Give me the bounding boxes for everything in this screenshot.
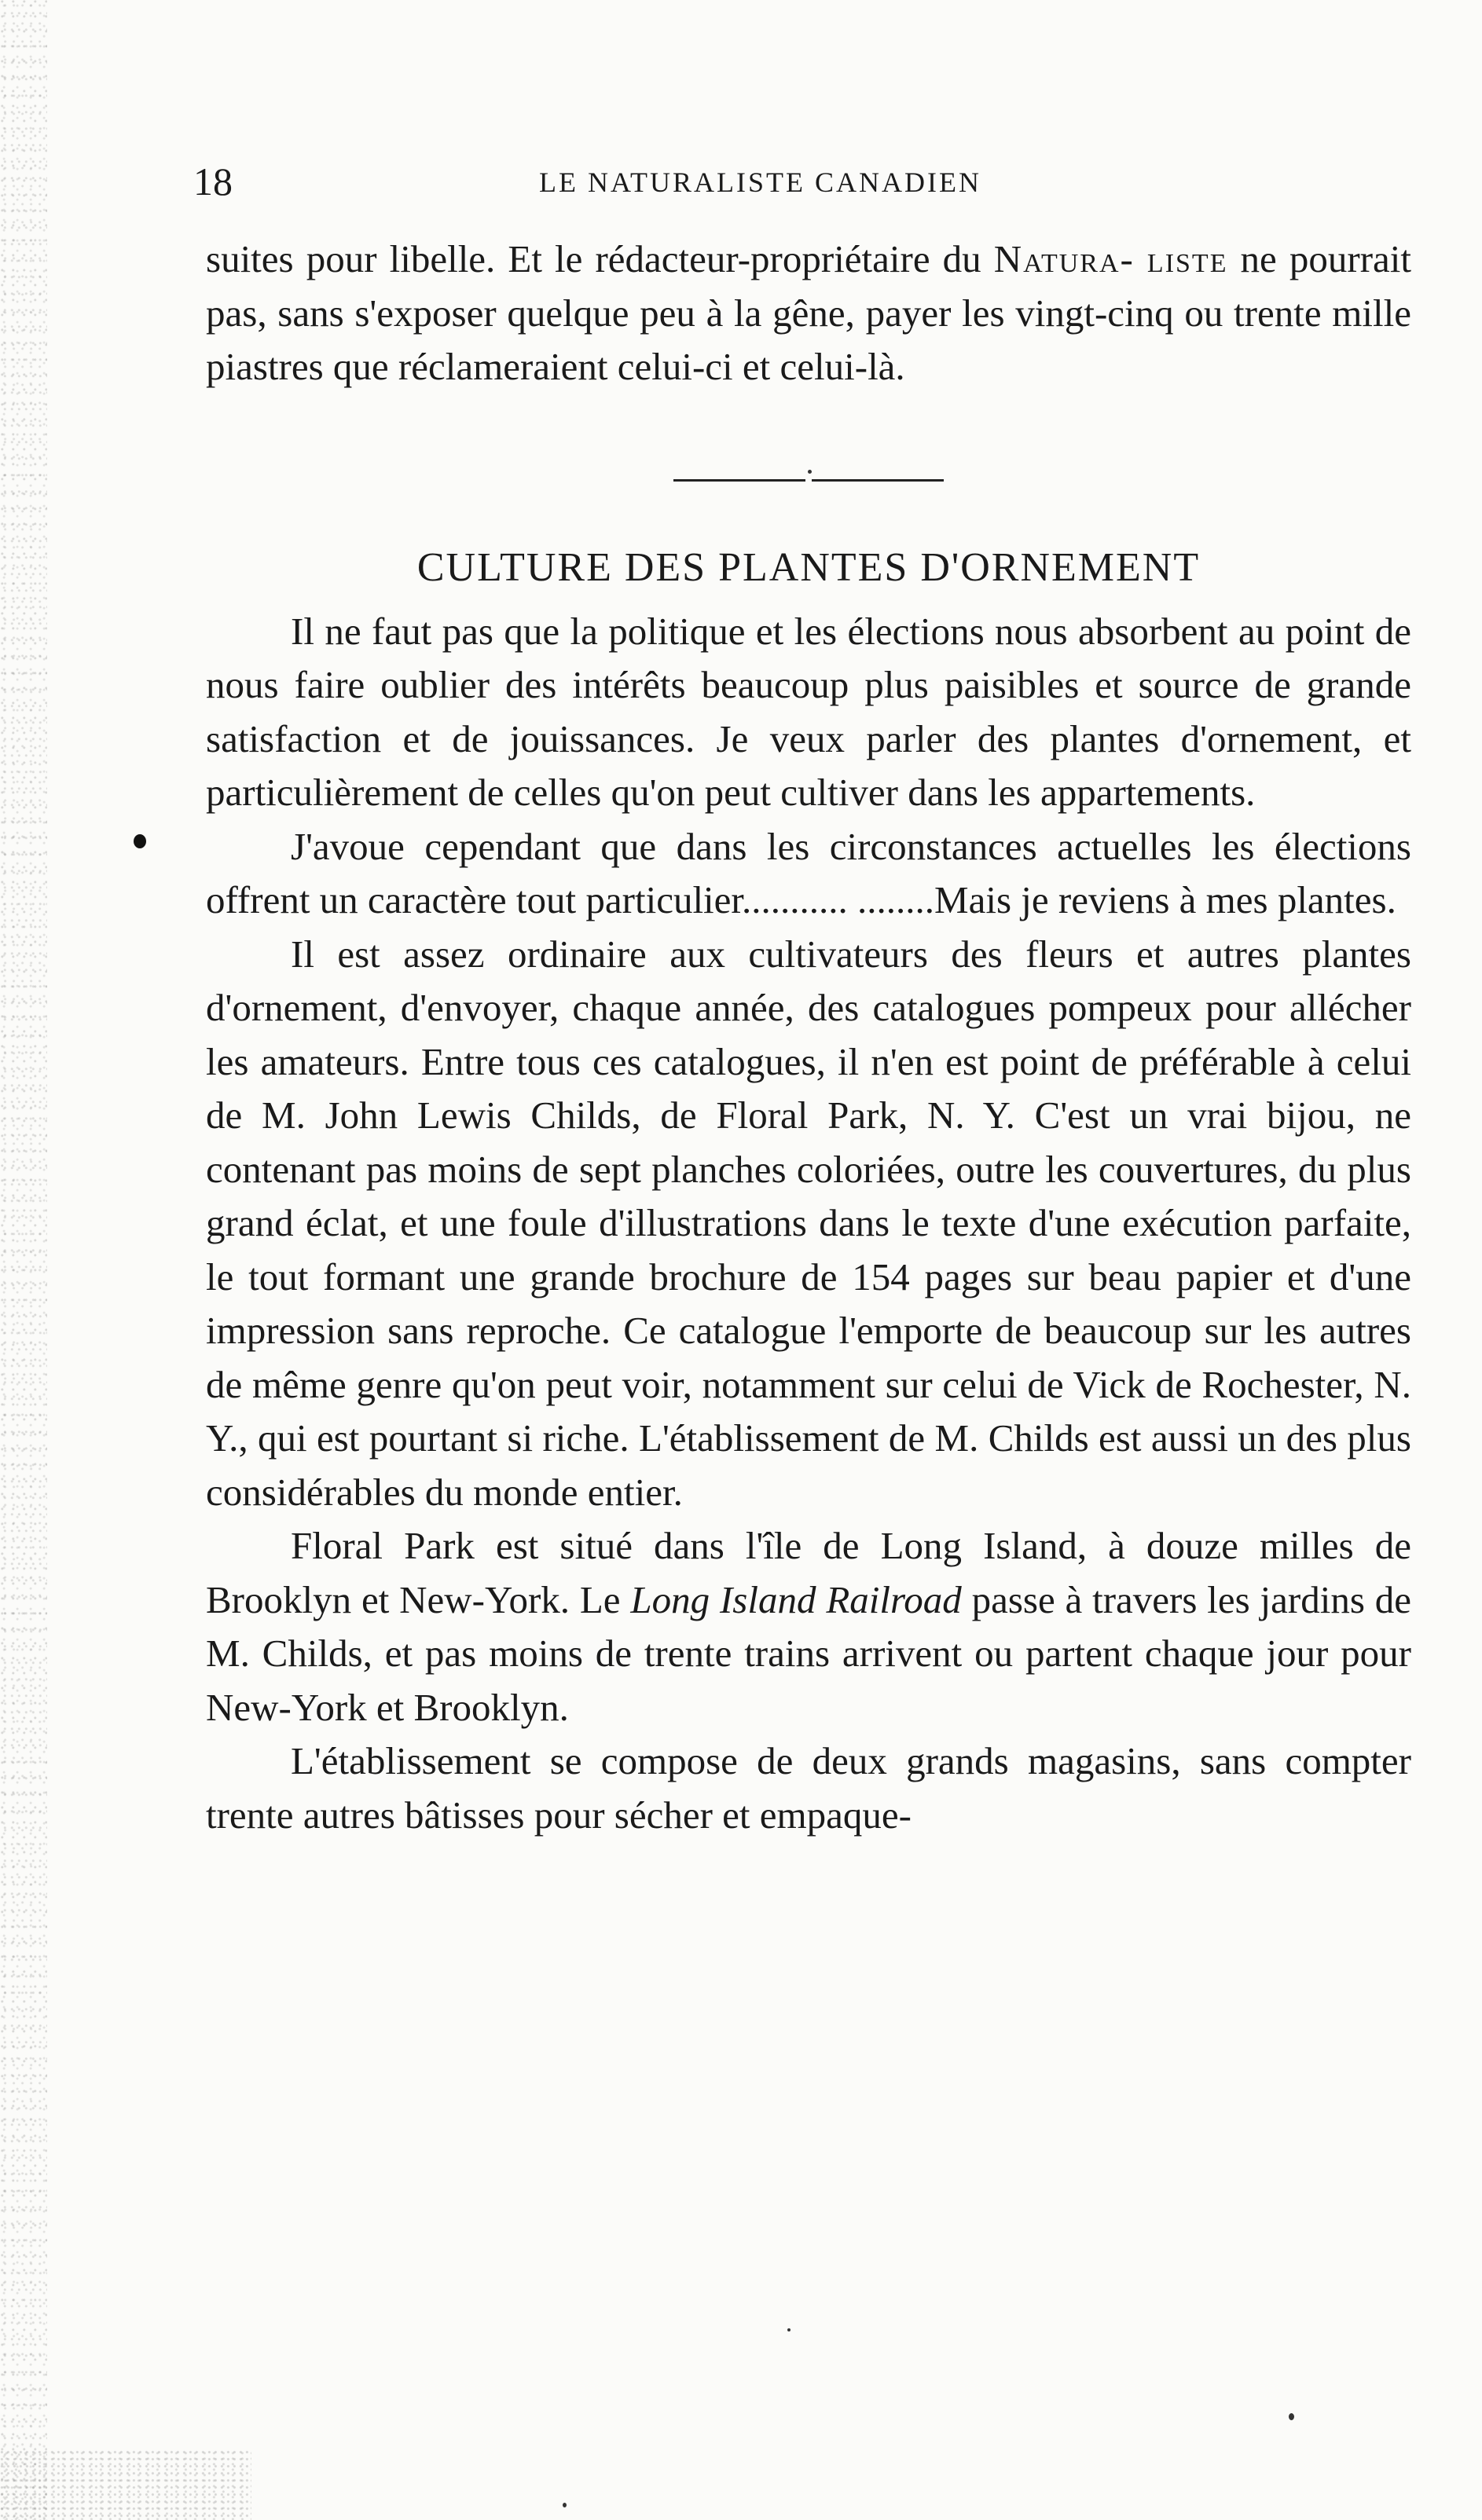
- intro-text-2: ne pourrait pas, sans s'exposer quelque peu à la gêne, payer les vingt-cinq ou trente mille piastres que réclameraient celui-ci et celui-là.: [206, 237, 1412, 388]
- paragraph-4-text-1: Floral Park est situé dans l'île de Long Island, à douze milles de Brooklyn et New-York. Le: [206, 1524, 1411, 1621]
- journal-name-part-2: liste: [1146, 237, 1228, 280]
- page-number: 18: [193, 159, 233, 203]
- intro-text-1: suites pour libelle. Et le rédacteur-propriétaire du: [206, 237, 994, 280]
- paragraph-5: L'établissement se compose de deux grands magasins, sans compter trente autres bâtisses pour sécher et empaque-: [206, 1739, 1411, 1837]
- scan-noise-left-edge: [0, 0, 47, 2520]
- ink-speck: [1289, 2413, 1294, 2420]
- ink-speck: [563, 2503, 567, 2507]
- paragraph-2: J'avoue cependant que dans les circonstances actuelles les élections offrent un caractère tout particulier........... ........Mais je reviens à mes plantes.: [206, 824, 1411, 921]
- paragraph-1: Il ne faut pas que la politique et les élections nous absorbent au point de nous faire oublier des intérêts beaucoup plus paisibles et source de grande satisfaction et de jouissances. Je veux parler des plantes d'ornement, et particulièrement de celles qu'on peut cultiver dans les appartements.: [206, 609, 1411, 814]
- page-header: [193, 154, 1388, 209]
- scan-noise-bottom: [0, 2449, 251, 2520]
- margin-ink-dot: [134, 834, 146, 848]
- paragraph-4-text-2: passe à travers les jardins de M. Childs, et pas moins de trente trains arrivent ou partent chaque jour pour New-York et Brooklyn.: [206, 1577, 1411, 1729]
- paragraph-3: Il est assez ordinaire aux cultivateurs des fleurs et autres plantes d'ornement, d'envoyer, chaque année, des catalogues pompeux pour allécher les amateurs. Entre tous ces catalogues, il n'en est point de préférable à celui de M. John Lewis Childs, de Floral Park, N. Y. C'est un vrai bijou, ne contenant pas moins de sept planches coloriées, outre les couvertures, du plus grand éclat, et une foule d'illustrations dans le texte d'une exécution parfaite, le tout formant une grande brochure de 154 pages sur beau papier et d'une impression sans reproche. Ce catalogue l'emporte de beaucoup sur les autres de même genre qu'on peut voir, notamment sur celui de Vick de Rochester, N. Y., qui est pourtant si riche. L'établissement de M. Childs est aussi un des plus considérables du monde entier.: [206, 932, 1411, 1514]
- body-text: [206, 233, 1411, 1842]
- running-title: LE NATURALISTE CANADIEN: [539, 167, 981, 198]
- journal-name-part-1: Natura-: [993, 237, 1135, 280]
- railroad-name: Long Island Railroad: [630, 1577, 962, 1621]
- section-divider: [206, 479, 1411, 482]
- paragraph-4: [206, 1519, 1411, 1734]
- intro-paragraph: [206, 233, 1411, 394]
- ink-speck: [787, 2328, 791, 2331]
- section-title: CULTURE DES PLANTES D'ORNEMENT: [416, 544, 1201, 590]
